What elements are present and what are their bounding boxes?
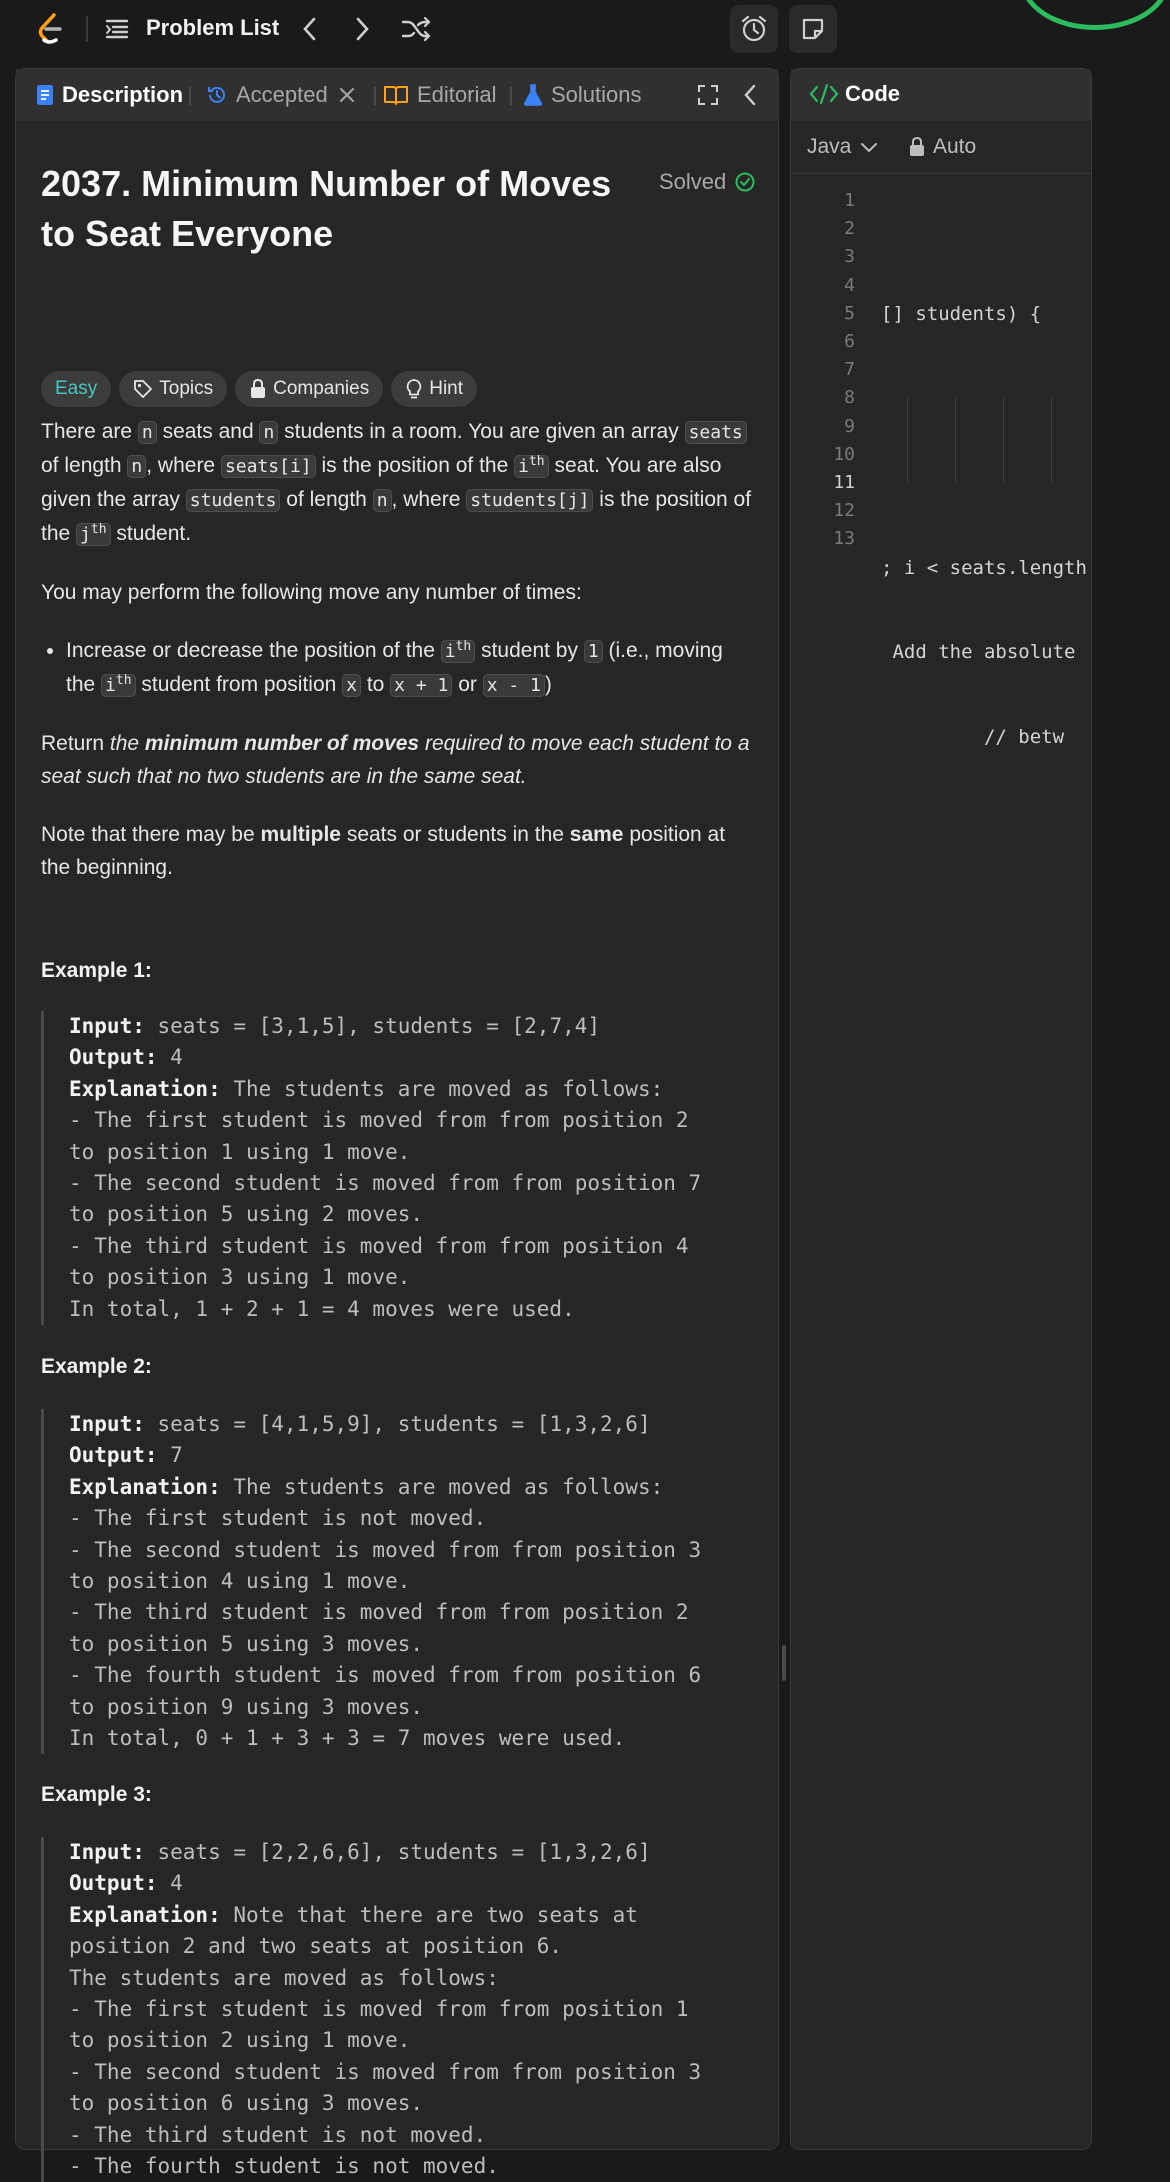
chevron-down-icon: [859, 140, 879, 154]
example-output: Output: 4: [69, 1045, 183, 1070]
fullscreen-icon[interactable]: [697, 81, 727, 109]
example-line: - The fourth student is moved from from position 6: [69, 1663, 702, 1688]
problem-list-icon[interactable]: [104, 16, 130, 42]
example-output: Output: 4: [69, 1871, 183, 1896]
description-paragraph: Return the minimum number of moves required to move each student to a seat such that no two students are in the same seat.: [41, 732, 750, 788]
example-line: to position 1 using 1 move.: [69, 1139, 411, 1164]
example-line: - The fourth student is not moved.: [69, 2154, 499, 2179]
language-select[interactable]: [807, 135, 879, 159]
tab-editorial[interactable]: [383, 81, 496, 109]
tab-solutions[interactable]: [523, 81, 642, 109]
top-nav: [0, 0, 1080, 58]
line-number: 10: [833, 443, 855, 465]
tab-divider: [510, 87, 512, 105]
example-line: - The second student is moved from from position 3: [69, 2059, 702, 2084]
difficulty-badge[interactable]: Easy: [41, 371, 111, 407]
tab-description[interactable]: [36, 81, 183, 109]
tab-label: Editorial: [417, 82, 497, 107]
shuffle-icon[interactable]: [399, 14, 433, 44]
close-icon[interactable]: [338, 86, 356, 104]
example-line: - The third student is moved from from position 2: [69, 1600, 689, 1625]
line-number: 6: [844, 331, 855, 353]
current-line-number: 11: [833, 472, 855, 494]
lightbulb-icon: [405, 378, 423, 400]
tag-chips: [41, 371, 477, 407]
example-line: to position 2 using 1 move.: [69, 2028, 411, 2053]
tab-label: Solutions: [551, 82, 642, 107]
example-output: Output: 7: [69, 1443, 183, 1468]
collapse-left-icon[interactable]: [742, 81, 766, 109]
chevron-right-icon[interactable]: [347, 14, 377, 44]
line-number: 9: [844, 415, 855, 437]
code-panel-header: [791, 69, 1091, 121]
line-number: 12: [833, 500, 855, 522]
companies-chip[interactable]: [235, 371, 383, 407]
indent-guide: [955, 397, 956, 482]
example-title: Example 1:: [41, 959, 152, 982]
notes-icon[interactable]: [789, 5, 837, 53]
problem-list-link[interactable]: Problem List: [146, 15, 280, 40]
code-line: Add the absolute: [881, 641, 1076, 664]
code-panel: [790, 68, 1092, 2150]
chevron-left-icon[interactable]: [295, 14, 325, 44]
indent-guide: [1051, 397, 1052, 482]
solved-status: [659, 169, 756, 195]
hint-chip[interactable]: [391, 371, 477, 407]
example-title: Example 3:: [41, 1783, 152, 1806]
example-explanation: Explanation: Note that there are two seats at: [69, 1902, 638, 1927]
example-line: In total, 1 + 2 + 1 = 4 moves were used.: [69, 1296, 575, 1321]
example-explanation: Explanation: The students are moved as follows:: [69, 1474, 664, 1499]
description-paragraph: Note that there may be multiple seats or students in the same position at the beginning.: [41, 823, 726, 879]
example-line: - The third student is not moved.: [69, 2122, 487, 2147]
line-number: 7: [844, 359, 855, 381]
nav-divider: [86, 16, 88, 42]
tab-divider: [374, 87, 376, 105]
code-line: // betw: [881, 725, 1065, 748]
history-icon: [206, 84, 228, 106]
chip-label: Topics: [159, 378, 214, 399]
lock-icon: [249, 379, 267, 399]
example-explanation: Explanation: The students are moved as follows:: [69, 1076, 664, 1101]
tag-icon: [133, 379, 153, 399]
panel-tabbar: [16, 69, 778, 121]
line-numbers: [791, 187, 855, 554]
example-line: to position 3 using 1 move.: [69, 1265, 411, 1290]
example-line: - The first student is moved from from position 2: [69, 1108, 689, 1133]
tab-divider: [189, 87, 191, 105]
code-line: ; i < seats.length: [881, 556, 1087, 579]
chip-label: Companies: [273, 378, 370, 399]
topics-chip[interactable]: [119, 371, 227, 407]
avatar[interactable]: [1020, 0, 1170, 30]
line-number: 4: [844, 274, 855, 296]
chip-label: Hint: [429, 378, 464, 399]
example-line: to position 5 using 3 moves.: [69, 1631, 424, 1656]
alarm-icon[interactable]: [730, 5, 778, 53]
example-input: Input: seats = [2,2,6,6], students = [1,3,2,6]: [69, 1840, 651, 1864]
solved-label: Solved: [659, 169, 727, 194]
example-line: - The second student is moved from from position 7: [69, 1171, 702, 1196]
example-block: [41, 1837, 785, 2182]
example-line: to position 5 using 2 moves.: [69, 1202, 424, 1227]
document-icon: [36, 84, 54, 106]
example-line: The students are moved as follows:: [69, 1965, 499, 1990]
tab-code[interactable]: [809, 81, 900, 107]
panel-resize-handle[interactable]: [782, 1645, 786, 1681]
example-line: to position 9 using 3 moves.: [69, 1694, 424, 1719]
example-line: - The third student is moved from from position 4: [69, 1233, 689, 1258]
example-block: [41, 1409, 785, 1754]
tab-label: Accepted: [236, 82, 328, 107]
auto-label: Auto: [933, 135, 977, 158]
indent-guide: [907, 397, 908, 482]
tab-label: Code: [845, 81, 900, 106]
code-line: [] students) {: [881, 302, 1042, 325]
flask-icon: [523, 83, 543, 107]
line-number: 5: [844, 302, 855, 324]
example-line: to position 4 using 1 move.: [69, 1569, 411, 1594]
line-number: 1: [844, 190, 855, 211]
indent-guide: [1003, 397, 1004, 482]
example-line: - The first student is moved from from position 1: [69, 1997, 689, 2022]
lock-icon: [909, 137, 925, 157]
move-rules-list: [41, 634, 757, 702]
code-icon: [809, 83, 839, 105]
example-line: - The second student is moved from from position 3: [69, 1537, 702, 1562]
example-title: Example 2:: [41, 1355, 152, 1378]
example-line: - The first student is not moved.: [69, 1506, 487, 1531]
auto-mode-toggle[interactable]: [909, 135, 976, 159]
code-editor[interactable]: [881, 187, 1087, 1090]
line-number: 13: [833, 528, 855, 550]
description-paragraph: You may perform the following move any number of times:: [41, 581, 582, 604]
example-line: position 2 and two seats at position 6.: [69, 1934, 563, 1959]
list-item: • Increase or decrease the position of the $i^{th}$ student by 1 (i.e., moving the $i^{th}$ student from position x to x + 1 or x - 1 ): [66, 634, 757, 702]
check-circle-icon: [734, 171, 756, 193]
line-number: 8: [844, 387, 855, 409]
line-number: 2: [844, 218, 855, 240]
book-icon: [383, 84, 409, 106]
problem-title[interactable]: 2037. Minimum Number of Moves to Seat Everyone: [41, 163, 612, 254]
example-block: [41, 1011, 785, 1325]
example-line: to position 6 using 3 moves.: [69, 2091, 424, 2116]
language-label: Java: [807, 135, 852, 158]
description-paragraph: There are n seats and n students in a room. You are given an array seats of length n , where seats[i] is the position of the $i^{th}$ seat. You are also given the array students of length n , where students[j] is the position of the $j^{th}$ student.: [41, 420, 752, 545]
description-panel: [15, 68, 779, 2179]
problem-description: [41, 415, 757, 909]
tab-accepted[interactable]: [206, 81, 364, 109]
example-input: Input: seats = [3,1,5], students = [2,7,4]: [69, 1014, 601, 1038]
logo-icon[interactable]: [32, 11, 68, 47]
example-line: In total, 0 + 1 + 3 + 3 = 7 moves were used.: [69, 1726, 626, 1751]
example-input: Input: seats = [4,1,5,9], students = [1,3,2,6]: [69, 1412, 651, 1436]
line-number: 3: [844, 246, 855, 268]
tab-label: Description: [62, 82, 184, 107]
